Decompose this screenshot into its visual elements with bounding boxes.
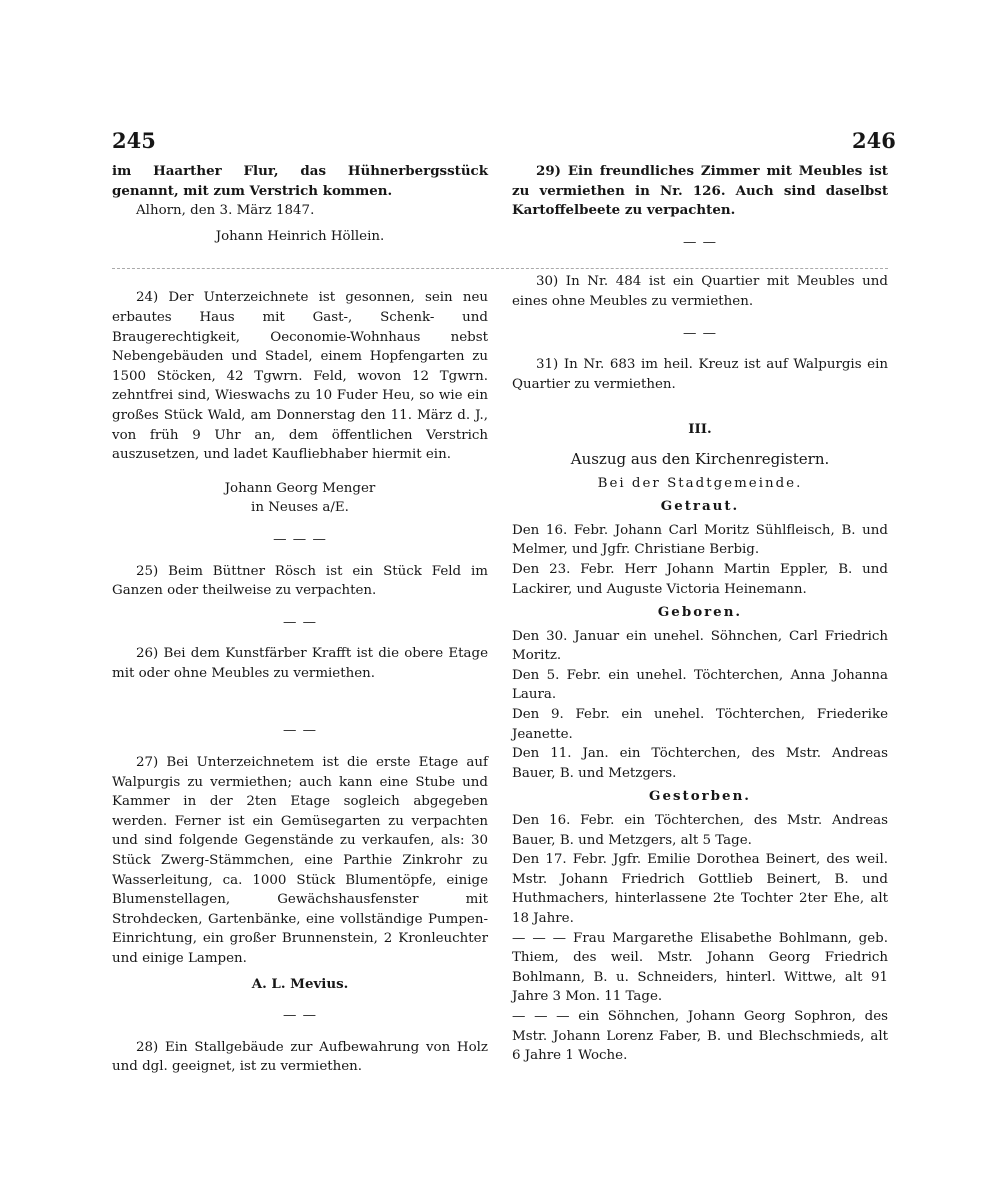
parish-heading: Bei der Stadtgemeinde. bbox=[597, 475, 803, 491]
divider: — — bbox=[682, 234, 718, 250]
page-number-right: 246 bbox=[852, 128, 896, 153]
hoellein-date: Alhorn, den 3. März 1847. bbox=[136, 203, 315, 219]
gestorben-entry: — — — ein Söhnchen, Johann Georg Sophron, des Mstr. Johann Lorenz Faber, B. und Blechschmieds, alt 6 Jahre 1 Woche. bbox=[512, 1008, 888, 1064]
page-number-left: 245 bbox=[112, 128, 156, 153]
heading-getraut: Getraut. bbox=[660, 498, 740, 515]
advert-30: 30) In Nr. 484 ist ein Quartier mit Meubles und eines ohne Meubles zu vermiethen. bbox=[512, 274, 888, 309]
geboren-entry: Den 5. Febr. ein unehel. Töchterchen, Anna Johanna Laura. bbox=[512, 667, 888, 703]
divider: — — bbox=[282, 1008, 318, 1024]
advert-26: 26) Bei dem Kunstfärber Krafft ist die obere Etage mit oder ohne Meubles zu vermiethen. bbox=[112, 646, 488, 681]
hoellein-signature: Johann Heinrich Höllein. bbox=[215, 228, 385, 244]
getraut-entry: Den 23. Febr. Herr Johann Martin Eppler, B. und Lackirer, und Auguste Victoria Heinemann. bbox=[512, 561, 888, 597]
gestorben-entry: Den 17. Febr. Jgfr. Emilie Dorothea Beinert, des weil. Mstr. Johann Friedrich Gottlieb Beinert, B. und Huthmachers, hinterlassene 2te Tochter 2ter Ehe, alt 18 Jahre. bbox=[512, 852, 888, 926]
advert-24: 24) Der Unterzeichnete ist gesonnen, sein neu erbautes Haus mit Gast-, Schenk- und Braugerechtigkeit, Oeconomie-Wohnhaus nebst Nebengebäuden und Stadel, einem Hopfengarten zu 1500 Stöcken, 42 Tgwrn. Feld, wovon 12 Tgwrn. zehntfrei sind, Wieswachs zu 10 Fuder Heu, so wie ein großes Stück Wald, am Donnerstag den 11. März d. J., von früh 9 Uhr an, dem öffentlichen Verstrich auszusetzen, und ladet Kaufliebhaber hiermit ein. bbox=[112, 290, 488, 463]
advert-27-signature: A. L. Mevius. bbox=[251, 975, 349, 992]
advert-24-signature-place: in Neuses a/E. bbox=[251, 500, 349, 516]
geboren-entry: Den 9. Febr. ein unehel. Töchterchen, Friederike Jeanette. bbox=[512, 707, 888, 742]
section-number: III. bbox=[688, 421, 712, 438]
left-column bbox=[112, 162, 488, 1077]
divider: — — — bbox=[273, 531, 327, 547]
getraut-entry: Den 16. Febr. Johann Carl Moritz Sühlfleisch, B. und Melmer, und Jgfr. Christiane Berbig. bbox=[512, 522, 888, 558]
heading-gestorben: Gestorben. bbox=[649, 788, 751, 805]
hoellein-text: im Haarther Flur, das Hühnerbergsstück genannt, mit zum Verstrich kommen. bbox=[112, 163, 488, 199]
divider: — — bbox=[282, 723, 318, 739]
gestorben-entry: — — — Frau Margarethe Elisabethe Bohlmann, geb. Thiem, des weil. Mstr. Johann Georg Friedrich Bohlmann, B. u. Schneiders, hinterl. Wittwe, alt 91 Jahre 3 Mon. 11 Tage. bbox=[512, 930, 888, 1005]
advert-25: 25) Beim Büttner Rösch ist ein Stück Feld im Ganzen oder theilweise zu verpachten. bbox=[112, 563, 488, 599]
geboren-entry: Den 30. Januar ein unehel. Söhnchen, Carl Friedrich Moritz. bbox=[512, 628, 888, 664]
heading-geboren: Geboren. bbox=[657, 604, 743, 621]
right-column bbox=[512, 162, 888, 1066]
geboren-entry: Den 11. Jan. ein Töchterchen, des Mstr. Andreas Bauer, B. und Metzgers. bbox=[512, 746, 888, 781]
gestorben-entry: Den 16. Febr. ein Töchterchen, des Mstr. Andreas Bauer, B. und Metzgers, alt 5 Tage. bbox=[512, 813, 888, 848]
section-title: Auszug aus den Kirchenregistern. bbox=[570, 449, 830, 468]
advert-29: 29) Ein freundliches Zimmer mit Meubles ist zu vermiethen in Nr. 126. Auch sind daselbst Kartoffelbeete zu verpachten. bbox=[512, 163, 888, 219]
divider: — — bbox=[682, 325, 718, 341]
advert-28: 28) Ein Stallgebäude zur Aufbewahrung von Holz und dgl. geeignet, ist zu vermiethen. bbox=[112, 1039, 488, 1075]
advert-27: 27) Bei Unterzeichnetem ist die erste Etage auf Walpurgis zu vermiethen; auch kann eine Stube und Kammer in der 2ten Etage sogleich abgegeben werden. Ferner ist ein Gemüsegarten zu verpachten und sind folgende Gegenstände zu verkaufen, als: 30 Stück Zwerg-Stämmchen, eine Parthie Zinkrohr zu Wasserleitung, ca. 1000 Stück Blumentöpfe, einige Blumenstellagen, Gewächshausfenster mit Strohdecken, Gartenbänke, eine vollständige Pumpen-Einrichtung, ein großer Brunnenstein, 2 Kronleuchter und einige Lampen. bbox=[112, 755, 488, 966]
advert-24-signature-name: Johann Georg Menger bbox=[224, 480, 376, 496]
divider: — — bbox=[282, 614, 318, 630]
advert-31: 31) In Nr. 683 im heil. Kreuz ist auf Walpurgis ein Quartier zu vermiethen. bbox=[512, 357, 888, 392]
